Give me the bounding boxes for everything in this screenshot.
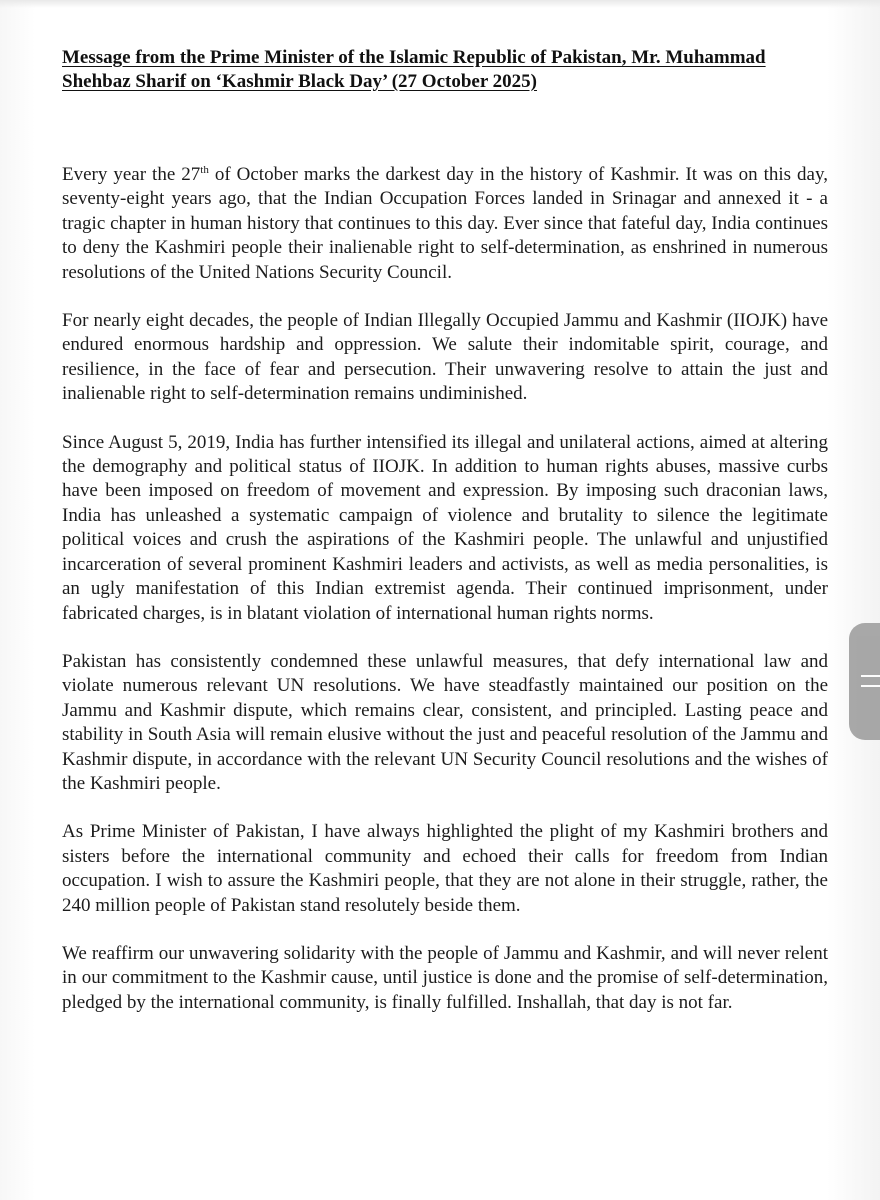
menu-handle-icon-line (861, 685, 880, 687)
paragraph-3: Since August 5, 2019, India has further intensified its illegal and unilateral actions, aimed at altering the demography and political status of IIOJK. In addition to human rights abuses, massive curbs have been imposed on freedom of movement and expression. By imposing such draconian laws, India has unleashed a systematic campaign of violence and brutality to silence the legitimate political voices and crush the aspirations of the Kashmiri people. The unlawful and unjustified incarceration of several prominent Kashmiri leaders and activists, as well as media personalities, is an ugly manifestation of this Indian extremist agenda. Their continued imprisonment, under fabricated charges, is in blatant violation of international human rights norms. (62, 431, 828, 624)
menu-handle-icon (861, 675, 880, 677)
paragraph-1-start: Every year the 27 (62, 164, 201, 185)
document-body (62, 163, 828, 1039)
paragraph-6: We reaffirm our unwavering solidarity with the people of Jammu and Kashmir, and will never relent in our commitment to the Kashmir cause, until justice is done and the promise of self-determination, pledged by the international community, is finally fulfilled. Inshallah, that day is not far. (62, 942, 828, 1013)
paragraph-5: As Prime Minister of Pakistan, I have always highlighted the plight of my Kashmiri brothers and sisters before the international community and echoed their calls for freedom from Indian occupation. I wish to assure the Kashmiri people, that they are not alone in their struggle, rather, the 240 million people of Pakistan stand resolutely beside them. (62, 821, 828, 916)
paragraph-2: For nearly eight decades, the people of Indian Illegally Occupied Jammu and Kashmir (IIOJK) have endured enormous hardship and oppression. We salute their indomitable spirit, courage, and resilience, in the face of fear and persecution. Their unwavering resolve to attain the just and inalienable right to self-determination remains undiminished. (62, 310, 828, 405)
paragraph-1 (62, 163, 828, 285)
paragraph-1-rest: of October marks the darkest day in the history of Kashmir. It was on this day, seventy-eight years ago, that the Indian Occupation Forces landed in Srinagar and annexed it - a tragic chapter in human history that continues to this day. Ever since that fateful day, India continues to deny the Kashmiri people their inalienable right to self-determination, as enshrined in numerous resolutions of the United Nations Security Council. (62, 164, 828, 283)
side-drawer-handle[interactable] (849, 623, 880, 740)
page-edge-shadow (0, 0, 880, 8)
paragraph-4: Pakistan has consistently condemned these unlawful measures, that defy international law and violate numerous relevant UN resolutions. We have steadfastly maintained our position on the Jammu and Kashmir dispute, which remains clear, consistent, and principled. Lasting peace and stability in South Asia will remain elusive without the just and peaceful resolution of the Jammu and Kashmir dispute, in accordance with the relevant UN Security Council resolutions and the wishes of the Kashmiri people. (62, 650, 828, 794)
ordinal-suffix: th (200, 164, 209, 176)
document-title: Message from the Prime Minister of the Islamic Republic of Pakistan, Mr. Muhammad Shehbaz Sharif on ‘Kashmir Black Day’ (27 October 2025) (62, 47, 766, 92)
